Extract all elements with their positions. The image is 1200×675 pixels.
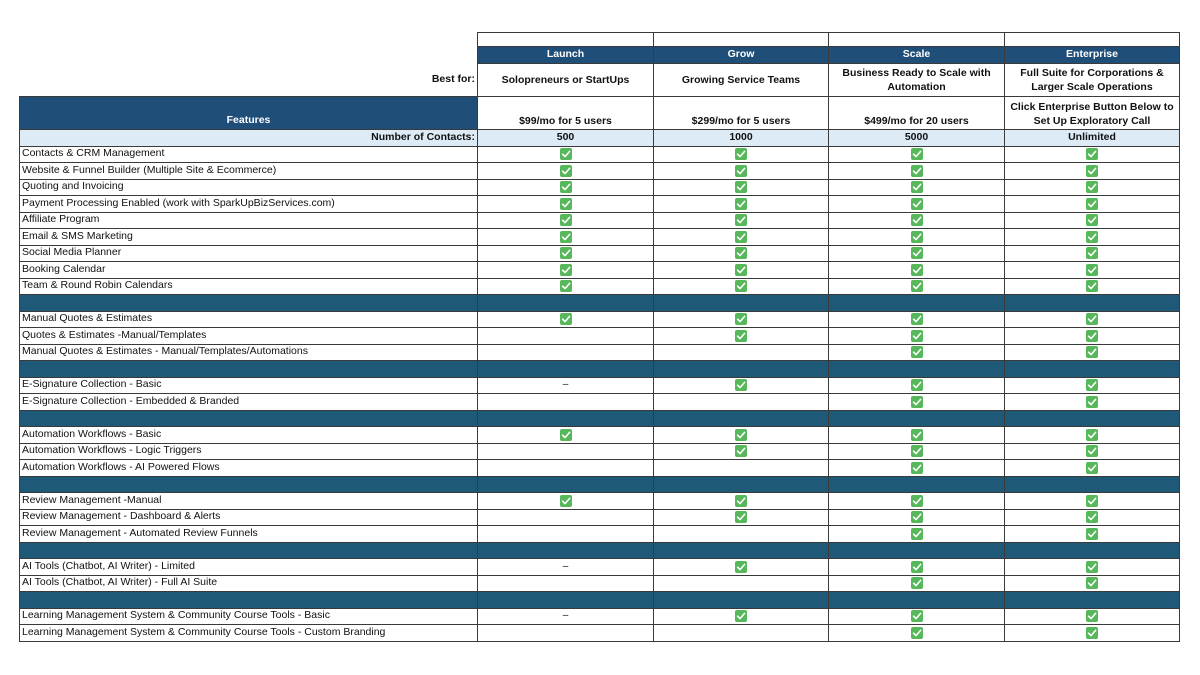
feature-row — [20, 493, 1180, 510]
feature-cell-grow — [654, 493, 829, 510]
check-icon — [735, 429, 747, 441]
feature-cell-scale — [829, 179, 1005, 196]
empty-header-cell — [829, 33, 1005, 47]
check-icon — [911, 577, 923, 589]
separator-cell — [478, 410, 654, 427]
check-icon — [560, 198, 572, 210]
feature-cell-scale — [829, 608, 1005, 625]
feature-label: Review Management - Automated Review Funnels — [20, 526, 478, 543]
feature-label: Automation Workflows - AI Powered Flows — [20, 460, 478, 477]
check-icon — [735, 445, 747, 457]
feature-cell-enterprise — [1005, 344, 1180, 361]
check-icon — [735, 610, 747, 622]
feature-cell-launch — [478, 245, 654, 262]
feature-cell-grow — [654, 377, 829, 394]
feature-cell-launch — [478, 278, 654, 295]
contacts-label: Number of Contacts: — [20, 130, 478, 147]
pricing-comparison-table — [19, 32, 1180, 642]
contacts-launch: 500 — [478, 130, 654, 147]
feature-cell-enterprise — [1005, 212, 1180, 229]
feature-label: Social Media Planner — [20, 245, 478, 262]
feature-row — [20, 179, 1180, 196]
feature-cell-scale — [829, 526, 1005, 543]
feature-row — [20, 443, 1180, 460]
feature-row — [20, 559, 1180, 576]
check-icon — [911, 148, 923, 160]
feature-row — [20, 212, 1180, 229]
feature-label: Affiliate Program — [20, 212, 478, 229]
separator-cell — [1005, 410, 1180, 427]
check-icon — [560, 247, 572, 259]
feature-cell-scale — [829, 146, 1005, 163]
check-icon — [735, 561, 747, 573]
feature-row — [20, 394, 1180, 411]
section-separator-row — [20, 592, 1180, 609]
feature-cell-grow — [654, 575, 829, 592]
feature-row — [20, 344, 1180, 361]
separator-cell — [478, 361, 654, 378]
feature-cell-launch — [478, 460, 654, 477]
check-icon — [560, 264, 572, 276]
feature-cell-scale — [829, 493, 1005, 510]
feature-cell-grow — [654, 526, 829, 543]
check-icon — [735, 495, 747, 507]
feature-cell-launch — [478, 608, 654, 625]
separator-cell — [829, 592, 1005, 609]
feature-cell-grow — [654, 608, 829, 625]
check-icon — [1086, 264, 1098, 276]
feature-cell-enterprise — [1005, 625, 1180, 642]
feature-cell-launch — [478, 212, 654, 229]
feature-cell-enterprise — [1005, 394, 1180, 411]
check-icon — [735, 148, 747, 160]
feature-cell-scale — [829, 344, 1005, 361]
feature-cell-grow — [654, 344, 829, 361]
feature-cell-launch — [478, 526, 654, 543]
check-icon — [1086, 231, 1098, 243]
price-row — [20, 97, 1180, 130]
plan-name-scale: Scale — [829, 47, 1005, 64]
section-separator-row — [20, 295, 1180, 312]
price-launch: $99/mo for 5 users — [478, 97, 654, 130]
dash-mark: – — [562, 379, 569, 391]
feature-cell-launch — [478, 493, 654, 510]
check-icon — [735, 264, 747, 276]
feature-row — [20, 229, 1180, 246]
separator-cell — [20, 476, 478, 493]
check-icon — [560, 181, 572, 193]
empty-header-cell — [1005, 33, 1180, 47]
check-icon — [735, 379, 747, 391]
check-icon — [735, 511, 747, 523]
separator-cell — [478, 295, 654, 312]
feature-cell-enterprise — [1005, 262, 1180, 279]
check-icon — [1086, 462, 1098, 474]
check-icon — [1086, 148, 1098, 160]
feature-cell-scale — [829, 163, 1005, 180]
check-icon — [560, 429, 572, 441]
check-icon — [911, 346, 923, 358]
check-icon — [911, 511, 923, 523]
separator-cell — [20, 295, 478, 312]
separator-cell — [1005, 295, 1180, 312]
feature-cell-grow — [654, 179, 829, 196]
best-for-launch: Solopreneurs or StartUps — [478, 64, 654, 97]
check-icon — [911, 495, 923, 507]
check-icon — [911, 561, 923, 573]
check-icon — [560, 495, 572, 507]
check-icon — [735, 280, 747, 292]
feature-label: Learning Management System & Community Course Tools - Basic — [20, 608, 478, 625]
section-separator-row — [20, 361, 1180, 378]
check-icon — [911, 264, 923, 276]
feature-label: Manual Quotes & Estimates - Manual/Templates/Automations — [20, 344, 478, 361]
feature-cell-launch — [478, 179, 654, 196]
separator-cell — [654, 592, 829, 609]
feature-cell-grow — [654, 427, 829, 444]
feature-cell-launch — [478, 344, 654, 361]
separator-cell — [829, 361, 1005, 378]
empty-header-cell — [478, 33, 654, 47]
check-icon — [911, 462, 923, 474]
plan-name-grow: Grow — [654, 47, 829, 64]
check-icon — [1086, 511, 1098, 523]
feature-cell-enterprise — [1005, 163, 1180, 180]
check-icon — [735, 214, 747, 226]
check-icon — [911, 627, 923, 639]
best-for-label: Best for: — [431, 72, 475, 85]
feature-cell-enterprise — [1005, 229, 1180, 246]
check-icon — [560, 313, 572, 325]
empty-corner-cell — [20, 47, 478, 64]
feature-cell-grow — [654, 163, 829, 180]
feature-row — [20, 575, 1180, 592]
feature-cell-scale — [829, 575, 1005, 592]
feature-cell-grow — [654, 625, 829, 642]
feature-cell-enterprise — [1005, 196, 1180, 213]
check-icon — [911, 198, 923, 210]
check-icon — [735, 165, 747, 177]
feature-label: Quotes & Estimates -Manual/Templates — [20, 328, 478, 345]
feature-label: E-Signature Collection - Embedded & Branded — [20, 394, 478, 411]
feature-row — [20, 427, 1180, 444]
feature-label: Website & Funnel Builder (Multiple Site & Ecommerce) — [20, 163, 478, 180]
feature-cell-launch — [478, 196, 654, 213]
feature-row — [20, 146, 1180, 163]
empty-header-cell — [654, 33, 829, 47]
feature-cell-enterprise — [1005, 278, 1180, 295]
feature-cell-enterprise — [1005, 509, 1180, 526]
check-icon — [735, 330, 747, 342]
dash-mark: – — [562, 560, 569, 572]
separator-cell — [1005, 361, 1180, 378]
feature-cell-launch — [478, 575, 654, 592]
empty-corner-cell — [20, 33, 478, 47]
feature-cell-scale — [829, 509, 1005, 526]
feature-cell-launch — [478, 394, 654, 411]
feature-label: Learning Management System & Community Course Tools - Custom Branding — [20, 625, 478, 642]
feature-cell-scale — [829, 328, 1005, 345]
feature-cell-grow — [654, 460, 829, 477]
feature-label: Email & SMS Marketing — [20, 229, 478, 246]
feature-cell-grow — [654, 509, 829, 526]
separator-cell — [654, 476, 829, 493]
feature-cell-scale — [829, 427, 1005, 444]
dash-mark: – — [562, 610, 569, 622]
feature-cell-grow — [654, 311, 829, 328]
feature-cell-enterprise — [1005, 328, 1180, 345]
feature-cell-launch — [478, 443, 654, 460]
section-separator-row — [20, 410, 1180, 427]
feature-label: Automation Workflows - Logic Triggers — [20, 443, 478, 460]
feature-label: Review Management -Manual — [20, 493, 478, 510]
check-icon — [735, 247, 747, 259]
feature-row — [20, 245, 1180, 262]
feature-cell-grow — [654, 229, 829, 246]
feature-cell-enterprise — [1005, 245, 1180, 262]
feature-cell-enterprise — [1005, 493, 1180, 510]
feature-row — [20, 196, 1180, 213]
feature-cell-launch — [478, 377, 654, 394]
feature-row — [20, 278, 1180, 295]
check-icon — [911, 396, 923, 408]
feature-cell-scale — [829, 262, 1005, 279]
check-icon — [1086, 379, 1098, 391]
feature-cell-launch — [478, 625, 654, 642]
separator-cell — [1005, 542, 1180, 559]
check-icon — [1086, 346, 1098, 358]
feature-row — [20, 608, 1180, 625]
feature-row — [20, 460, 1180, 477]
feature-cell-enterprise — [1005, 526, 1180, 543]
feature-cell-grow — [654, 394, 829, 411]
feature-cell-launch — [478, 427, 654, 444]
feature-cell-launch — [478, 559, 654, 576]
feature-cell-grow — [654, 278, 829, 295]
plan-name-enterprise: Enterprise — [1005, 47, 1180, 64]
check-icon — [1086, 429, 1098, 441]
separator-cell — [20, 592, 478, 609]
feature-row — [20, 328, 1180, 345]
contacts-grow: 1000 — [654, 130, 829, 147]
best-for-enterprise: Full Suite for Corporations & Larger Scale Operations — [1005, 64, 1180, 97]
feature-cell-grow — [654, 196, 829, 213]
feature-cell-enterprise — [1005, 575, 1180, 592]
feature-row — [20, 311, 1180, 328]
feature-label: Quoting and Invoicing — [20, 179, 478, 196]
feature-cell-scale — [829, 460, 1005, 477]
check-icon — [1086, 445, 1098, 457]
check-icon — [911, 280, 923, 292]
check-icon — [911, 445, 923, 457]
check-icon — [735, 198, 747, 210]
best-for-scale: Business Ready to Scale with Automation — [829, 64, 1005, 97]
separator-cell — [829, 476, 1005, 493]
check-icon — [1086, 313, 1098, 325]
plan-names-row — [20, 47, 1180, 64]
feature-cell-grow — [654, 212, 829, 229]
check-icon — [1086, 181, 1098, 193]
check-icon — [1086, 577, 1098, 589]
check-icon — [911, 231, 923, 243]
best-for-grow: Growing Service Teams — [654, 64, 829, 97]
separator-cell — [1005, 476, 1180, 493]
feature-row — [20, 377, 1180, 394]
features-header: Features — [20, 97, 478, 130]
plan-name-launch: Launch — [478, 47, 654, 64]
feature-label: E-Signature Collection - Basic — [20, 377, 478, 394]
separator-cell — [20, 361, 478, 378]
feature-cell-enterprise — [1005, 179, 1180, 196]
feature-row — [20, 262, 1180, 279]
feature-cell-grow — [654, 559, 829, 576]
feature-row — [20, 526, 1180, 543]
check-icon — [1086, 495, 1098, 507]
price-grow: $299/mo for 5 users — [654, 97, 829, 130]
feature-label: Team & Round Robin Calendars — [20, 278, 478, 295]
feature-cell-launch — [478, 146, 654, 163]
section-separator-row — [20, 476, 1180, 493]
feature-cell-launch — [478, 311, 654, 328]
separator-cell — [654, 295, 829, 312]
check-icon — [560, 148, 572, 160]
feature-cell-scale — [829, 394, 1005, 411]
feature-cell-scale — [829, 229, 1005, 246]
feature-cell-enterprise — [1005, 460, 1180, 477]
feature-label: AI Tools (Chatbot, AI Writer) - Limited — [20, 559, 478, 576]
contacts-scale: 5000 — [829, 130, 1005, 147]
separator-cell — [20, 542, 478, 559]
feature-row — [20, 625, 1180, 642]
feature-cell-scale — [829, 625, 1005, 642]
feature-cell-enterprise — [1005, 377, 1180, 394]
feature-cell-scale — [829, 311, 1005, 328]
feature-label: Review Management - Dashboard & Alerts — [20, 509, 478, 526]
separator-cell — [478, 476, 654, 493]
check-icon — [1086, 330, 1098, 342]
feature-label: Manual Quotes & Estimates — [20, 311, 478, 328]
separator-cell — [478, 542, 654, 559]
feature-label: AI Tools (Chatbot, AI Writer) - Full AI Suite — [20, 575, 478, 592]
check-icon — [911, 379, 923, 391]
check-icon — [1086, 198, 1098, 210]
feature-cell-grow — [654, 443, 829, 460]
separator-cell — [1005, 592, 1180, 609]
check-icon — [560, 231, 572, 243]
top-empty-row — [20, 33, 1180, 47]
check-icon — [1086, 627, 1098, 639]
check-icon — [1086, 396, 1098, 408]
feature-cell-scale — [829, 245, 1005, 262]
feature-cell-enterprise — [1005, 146, 1180, 163]
separator-cell — [654, 361, 829, 378]
check-icon — [560, 280, 572, 292]
feature-cell-enterprise — [1005, 559, 1180, 576]
feature-cell-grow — [654, 245, 829, 262]
feature-cell-launch — [478, 328, 654, 345]
feature-label: Payment Processing Enabled (work with SparkUpBizServices.com) — [20, 196, 478, 213]
check-icon — [1086, 561, 1098, 573]
price-scale: $499/mo for 20 users — [829, 97, 1005, 130]
feature-cell-launch — [478, 163, 654, 180]
feature-cell-launch — [478, 509, 654, 526]
feature-cell-scale — [829, 212, 1005, 229]
check-icon — [735, 313, 747, 325]
check-icon — [911, 247, 923, 259]
feature-cell-scale — [829, 196, 1005, 213]
check-icon — [1086, 214, 1098, 226]
check-icon — [911, 214, 923, 226]
feature-row — [20, 163, 1180, 180]
check-icon — [911, 429, 923, 441]
check-icon — [1086, 610, 1098, 622]
check-icon — [560, 214, 572, 226]
feature-cell-enterprise — [1005, 427, 1180, 444]
contacts-row — [20, 130, 1180, 147]
check-icon — [735, 231, 747, 243]
feature-cell-scale — [829, 278, 1005, 295]
feature-cell-enterprise — [1005, 443, 1180, 460]
check-icon — [911, 165, 923, 177]
separator-cell — [478, 592, 654, 609]
section-separator-row — [20, 542, 1180, 559]
check-icon — [560, 165, 572, 177]
feature-cell-launch — [478, 229, 654, 246]
separator-cell — [829, 542, 1005, 559]
separator-cell — [829, 295, 1005, 312]
check-icon — [735, 181, 747, 193]
feature-cell-enterprise — [1005, 608, 1180, 625]
check-icon — [911, 610, 923, 622]
separator-cell — [654, 542, 829, 559]
feature-cell-enterprise — [1005, 311, 1180, 328]
feature-cell-grow — [654, 328, 829, 345]
check-icon — [911, 330, 923, 342]
contacts-enterprise: Unlimited — [1005, 130, 1180, 147]
price-enterprise: Click Enterprise Button Below to Set Up Exploratory Call — [1005, 97, 1180, 130]
feature-cell-scale — [829, 559, 1005, 576]
separator-cell — [829, 410, 1005, 427]
best-for-row — [20, 64, 1180, 97]
feature-cell-scale — [829, 377, 1005, 394]
feature-row — [20, 509, 1180, 526]
check-icon — [911, 313, 923, 325]
feature-cell-scale — [829, 443, 1005, 460]
check-icon — [911, 528, 923, 540]
feature-label: Booking Calendar — [20, 262, 478, 279]
feature-cell-grow — [654, 146, 829, 163]
check-icon — [1086, 247, 1098, 259]
separator-cell — [20, 410, 478, 427]
feature-cell-launch — [478, 262, 654, 279]
feature-cell-grow — [654, 262, 829, 279]
feature-label: Automation Workflows - Basic — [20, 427, 478, 444]
pricing-table-body — [20, 33, 1180, 642]
separator-cell — [654, 410, 829, 427]
check-icon — [911, 181, 923, 193]
check-icon — [1086, 528, 1098, 540]
feature-label: Contacts & CRM Management — [20, 146, 478, 163]
check-icon — [1086, 280, 1098, 292]
check-icon — [1086, 165, 1098, 177]
